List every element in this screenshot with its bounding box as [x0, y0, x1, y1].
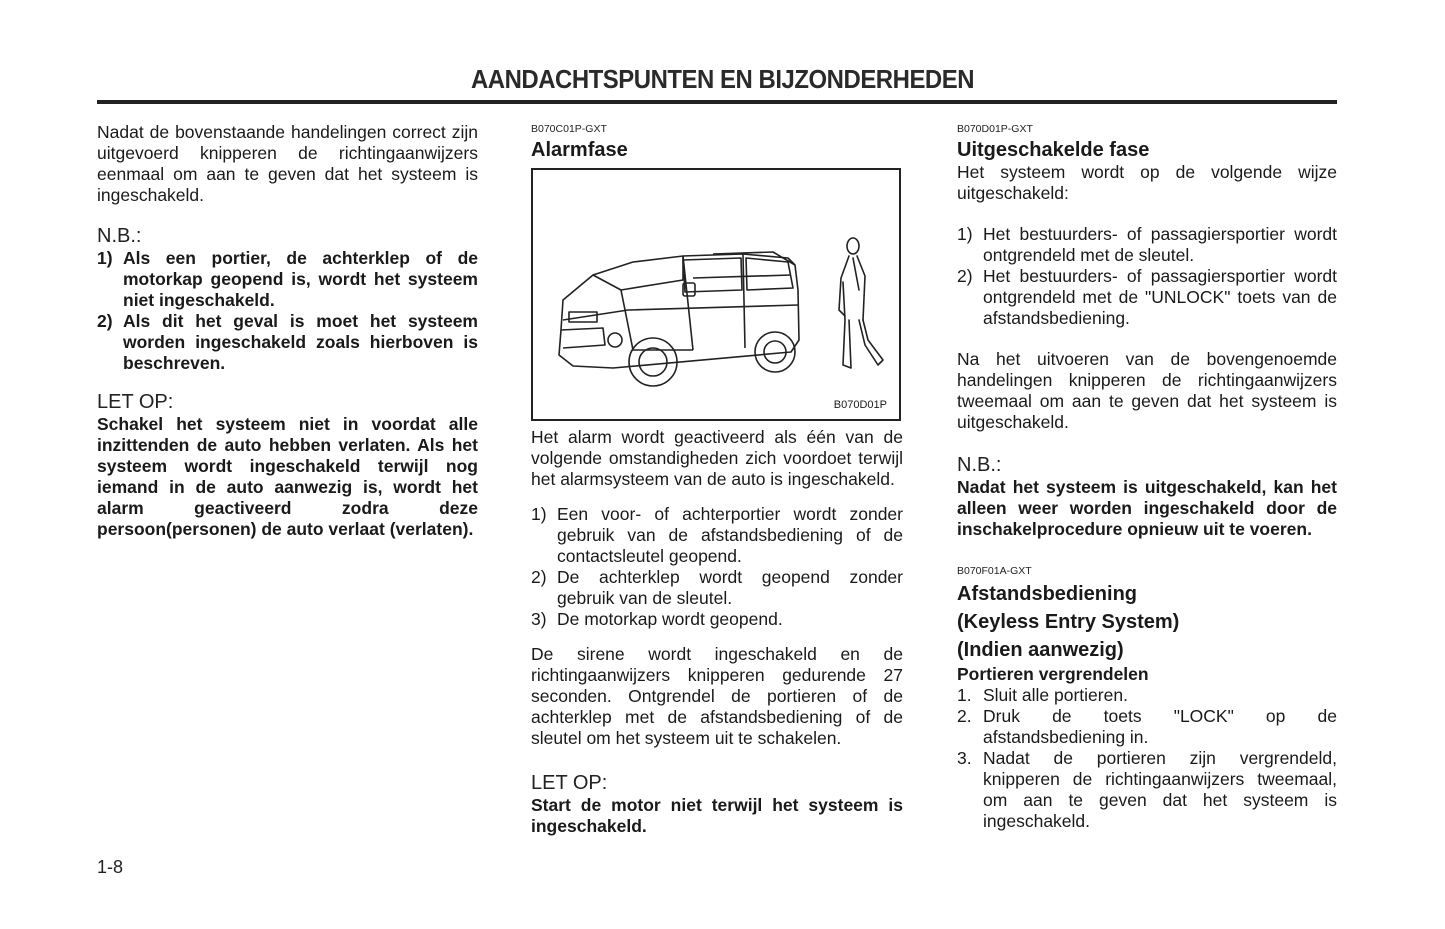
trigger-item: 3) De motorkap wordt geopend. [531, 609, 783, 629]
disarm-item: 2) Het bestuurders- of passagiersportier wordt ontgrendeld met de "UNLOCK" toets van de afstandsbediening. [957, 266, 1337, 328]
section-code: B070D01P-GXT [957, 123, 1033, 135]
alarm-intro: Het alarm wordt geactiveerd als één van de volgende omstandigheden zich voordoet terwijl het alarmsysteem van de auto is ingeschakeld. [531, 427, 903, 489]
note-list [97, 248, 478, 374]
note-text: Nadat het systeem is uitgeschakeld, kan het alleen weer worden ingeschakeld door de inschakelprocedure opnieuw uit te voeren. [957, 477, 1337, 539]
figure-code: B070D01P [833, 399, 887, 411]
lock-step: 3. Nadat de portieren zijn vergrendeld, knipperen de richtingaanwijzers tweemaal, om aan te geven dat het systeem is ingeschakeld. [957, 748, 1337, 831]
after-disarm-paragraph: Na het uitvoeren van de bovengenoemde handelingen knipperen de richtingaanwijzers tweemaal om aan te geven dat het systeem is uitgeschakeld. [957, 349, 1337, 432]
keyless-heading-1: Afstandsbediening [957, 583, 1138, 605]
lock-step: 1. Sluit alle portieren. [957, 685, 1128, 705]
caution-text: Start de motor niet terwijl het systeem is ingeschakeld. [531, 795, 903, 836]
section-code: B070C01P-GXT [531, 123, 607, 135]
page-number: 1-8 [97, 857, 124, 877]
siren-paragraph: De sirene wordt ingeschakeld en de richtingaanwijzers knipperen gedurende 27 seconden. Ontgrendel de portieren of de achterklep met de afstandsbediening of de sleutel om het systeem uit te schakelen. [531, 644, 903, 748]
disarm-list [957, 224, 1337, 329]
caution-heading: LET OP: [531, 772, 608, 794]
lock-steps-list [957, 685, 1337, 832]
note-heading: N.B.: [957, 454, 1002, 476]
keyless-heading-3: (Indien aanwezig) [957, 639, 1124, 661]
note-item: 2) Als dit het geval is moet het systeem worden ingeschakeld zoals hierboven is beschreven. [97, 311, 478, 373]
alarm-trigger-list [531, 504, 903, 630]
disarm-item: 1) Het bestuurders- of passagiersportier wordt ontgrendeld met de sleutel. [957, 224, 1337, 265]
caution-heading: LET OP: [97, 391, 174, 413]
lock-doors-subheading: Portieren vergrendelen [957, 664, 1149, 684]
page-title: AANDACHTSPUNTEN EN BIJZONDERHEDEN [470, 64, 975, 94]
right-column [957, 122, 1337, 832]
note-heading: N.B.: [97, 225, 142, 247]
middle-column [531, 122, 903, 837]
alarm-illustration [531, 168, 901, 421]
left-column [97, 122, 478, 540]
section-heading: Alarmfase [531, 139, 628, 161]
intro-paragraph: Nadat de bovenstaande handelingen correct zijn uitgevoerd knipperen de richtingaanwijzers eenmaal om aan te geven dat het systeem is ingeschakeld. [97, 122, 478, 205]
trigger-item: 2) De achterklep wordt geopend zonder gebruik van de sleutel. [531, 567, 903, 608]
lock-step: 2. Druk de toets "LOCK" op de afstandsbediening in. [957, 706, 1337, 747]
section-code: B070F01A-GXT [957, 565, 1032, 577]
caution-text: Schakel het systeem niet in voordat alle inzittenden de auto hebben verlaten. Als het systeem wordt ingeschakeld terwijl nog iemand in de auto aanwezig is, wordt het alarm geactiveerd zodra deze persoon(personen) de auto verlaat (verlaten). [97, 414, 478, 539]
keyless-heading-2: (Keyless Entry System) [957, 611, 1180, 633]
trigger-item: 1) Een voor- of achterportier wordt zonder gebruik van de afstandsbediening of de contactsleutel geopend. [531, 504, 903, 566]
note-item: 1) Als een portier, de achterklep of de motorkap geopend is, wordt het systeem niet ingeschakeld. [97, 248, 478, 310]
section-heading: Uitgeschakelde fase [957, 139, 1150, 161]
disarm-intro: Het systeem wordt op de volgende wijze uitgeschakeld: [957, 162, 1337, 203]
van-and-person-icon [533, 170, 899, 419]
title-divider [97, 100, 1337, 104]
